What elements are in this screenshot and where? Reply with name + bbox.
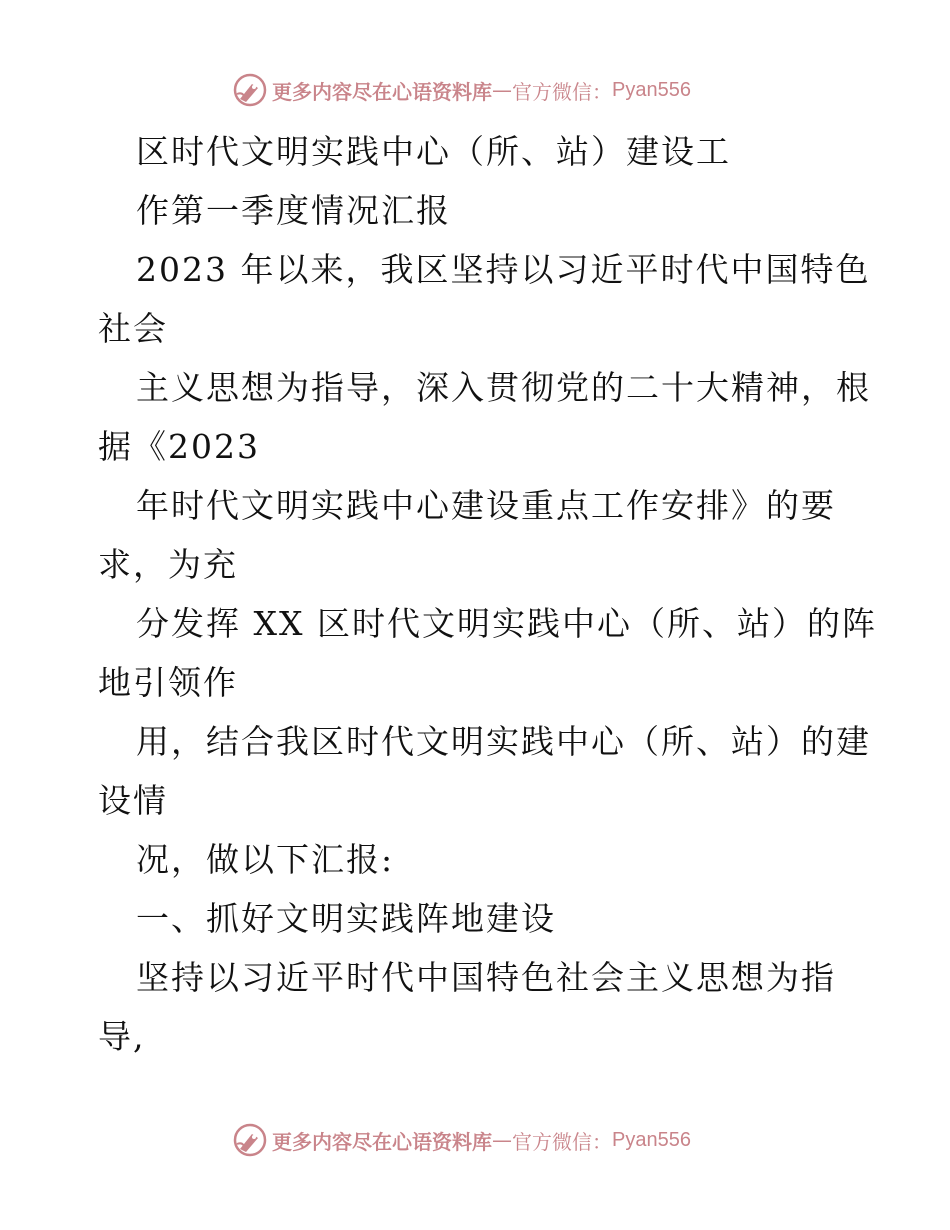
text-line: 作第一季度情况汇报 [136, 191, 451, 230]
watermark-separator: — [492, 1128, 512, 1152]
watermark-brand: 更多内容尽在心语资料库 [272, 1129, 492, 1154]
text-line: 年时代文明实践中心建设重点工作安排》的要 [136, 486, 836, 525]
watermark-wechat-id: Pyan556 [612, 78, 691, 101]
header-watermark [232, 70, 691, 110]
text-line: 导, [98, 1017, 146, 1056]
watermark-wechat-id: Pyan556 [612, 1128, 691, 1151]
text-line: 用，结合我区时代文明实践中心（所、站）的建 [136, 722, 871, 761]
watermark-brand: 更多内容尽在心语资料库 [272, 79, 492, 104]
text-line: 一、抓好文明实践阵地建设 [136, 899, 556, 938]
watermark-wechat-label: 官方微信： [512, 1129, 612, 1154]
text-line: 分发挥 XX 区时代文明实践中心（所、站）的阵 [136, 604, 877, 643]
text-line: 主义思想为指导，深入贯彻党的二十大精神，根 [136, 368, 871, 407]
text-line: 地引领作 [98, 663, 238, 702]
document-body [98, 122, 877, 1066]
pen-nib-logo-icon [232, 72, 268, 108]
footer-watermark [232, 1120, 691, 1160]
text-line: 坚持以习近平时代中国特色社会主义思想为指 [136, 958, 836, 997]
text-line: 2023 年以来，我区坚持以习近平时代中国特色 [136, 250, 871, 289]
text-line: 求，为充 [98, 545, 238, 584]
text-line: 况，做以下汇报: [136, 840, 395, 879]
text-line: 据《2023 [98, 427, 260, 466]
pen-nib-logo-icon [232, 1122, 268, 1158]
text-line: 区时代文明实践中心（所、站）建设工 [136, 132, 731, 171]
text-line: 设情 [98, 781, 168, 820]
watermark-separator: — [492, 78, 512, 102]
watermark-wechat-label: 官方微信： [512, 79, 612, 104]
text-line: 社会 [98, 309, 168, 348]
